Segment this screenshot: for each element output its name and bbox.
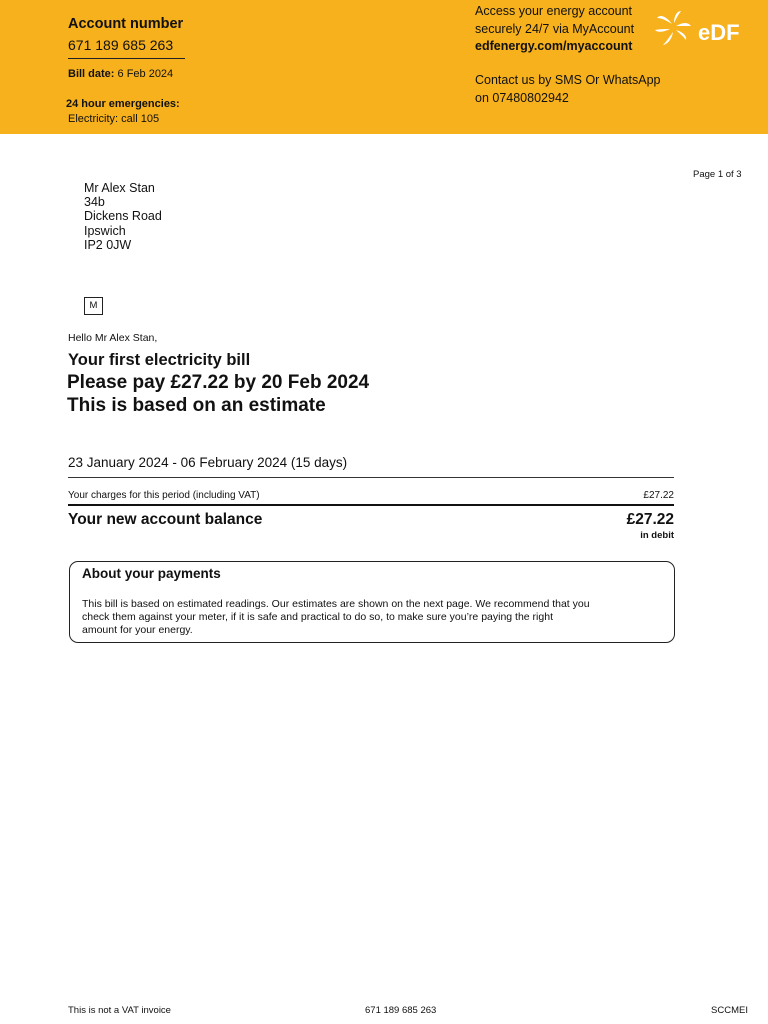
- contact-line-1: Contact us by SMS Or WhatsApp: [475, 73, 661, 87]
- account-divider: [68, 58, 185, 59]
- account-number-label: Account number: [68, 16, 184, 32]
- address-line-house: 34b: [84, 195, 105, 209]
- bill-heading: Your first electricity bill: [68, 351, 251, 369]
- address-line-postcode: IP2 0JW: [84, 238, 132, 252]
- edf-sunburst-icon: [655, 11, 691, 45]
- payments-title: About your payments: [82, 566, 221, 581]
- charges-label: Your charges for this period (including VAT): [68, 490, 260, 501]
- footer-code: SCCMEI: [711, 1005, 748, 1016]
- billing-period: 23 January 2024 - 06 February 2024 (15 days): [68, 455, 348, 470]
- payments-text-line-2: check them against your meter, if it is safe and practical to do so, to make sure you’re paying the right: [82, 611, 553, 623]
- contact-line-2: on 07480802942: [475, 91, 569, 105]
- edf-logo-text: eDF: [698, 20, 740, 45]
- page-number: Page 1 of 3: [693, 169, 742, 180]
- payment-due-heading: Please pay £27.22 by 20 Feb 2024: [67, 372, 370, 393]
- account-number: 671 189 685 263: [68, 37, 174, 53]
- payments-text-line-1: This bill is based on estimated readings. Our estimates are shown on the next page. We recommend that you: [82, 598, 590, 610]
- address-line-name: Mr Alex Stan: [84, 181, 155, 195]
- balance-status: in debit: [640, 530, 674, 541]
- access-line-1: Access your energy account: [475, 4, 633, 18]
- summary-divider: [68, 477, 674, 478]
- mail-marker-box: M: [84, 297, 103, 315]
- greeting: Hello Mr Alex Stan,: [68, 332, 158, 344]
- balance-value: £27.22: [626, 511, 674, 528]
- bill-date: [68, 68, 173, 80]
- balance-divider: [68, 504, 674, 506]
- footer-account-number: 671 189 685 263: [365, 1005, 437, 1016]
- emergency-label: 24 hour emergencies:: [66, 98, 180, 110]
- address-line-town: Ipswich: [84, 224, 126, 238]
- payments-text-line-3: amount for your energy.: [82, 624, 193, 636]
- bill-date-value: 6 Feb 2024: [117, 68, 174, 80]
- edf-logo: [652, 8, 752, 52]
- address-line-street: Dickens Road: [84, 209, 162, 223]
- estimate-heading: This is based on an estimate: [67, 395, 326, 416]
- charges-value: £27.22: [643, 490, 674, 501]
- emergency-text: Electricity: call 105: [68, 113, 160, 125]
- myaccount-link[interactable]: edfenergy.com/myaccount: [475, 39, 633, 53]
- footer-vat-note: This is not a VAT invoice: [68, 1005, 171, 1016]
- access-line-2: securely 24/7 via MyAccount: [475, 22, 635, 36]
- bill-date-label: Bill date:: [68, 68, 115, 80]
- balance-label: Your new account balance: [68, 511, 263, 528]
